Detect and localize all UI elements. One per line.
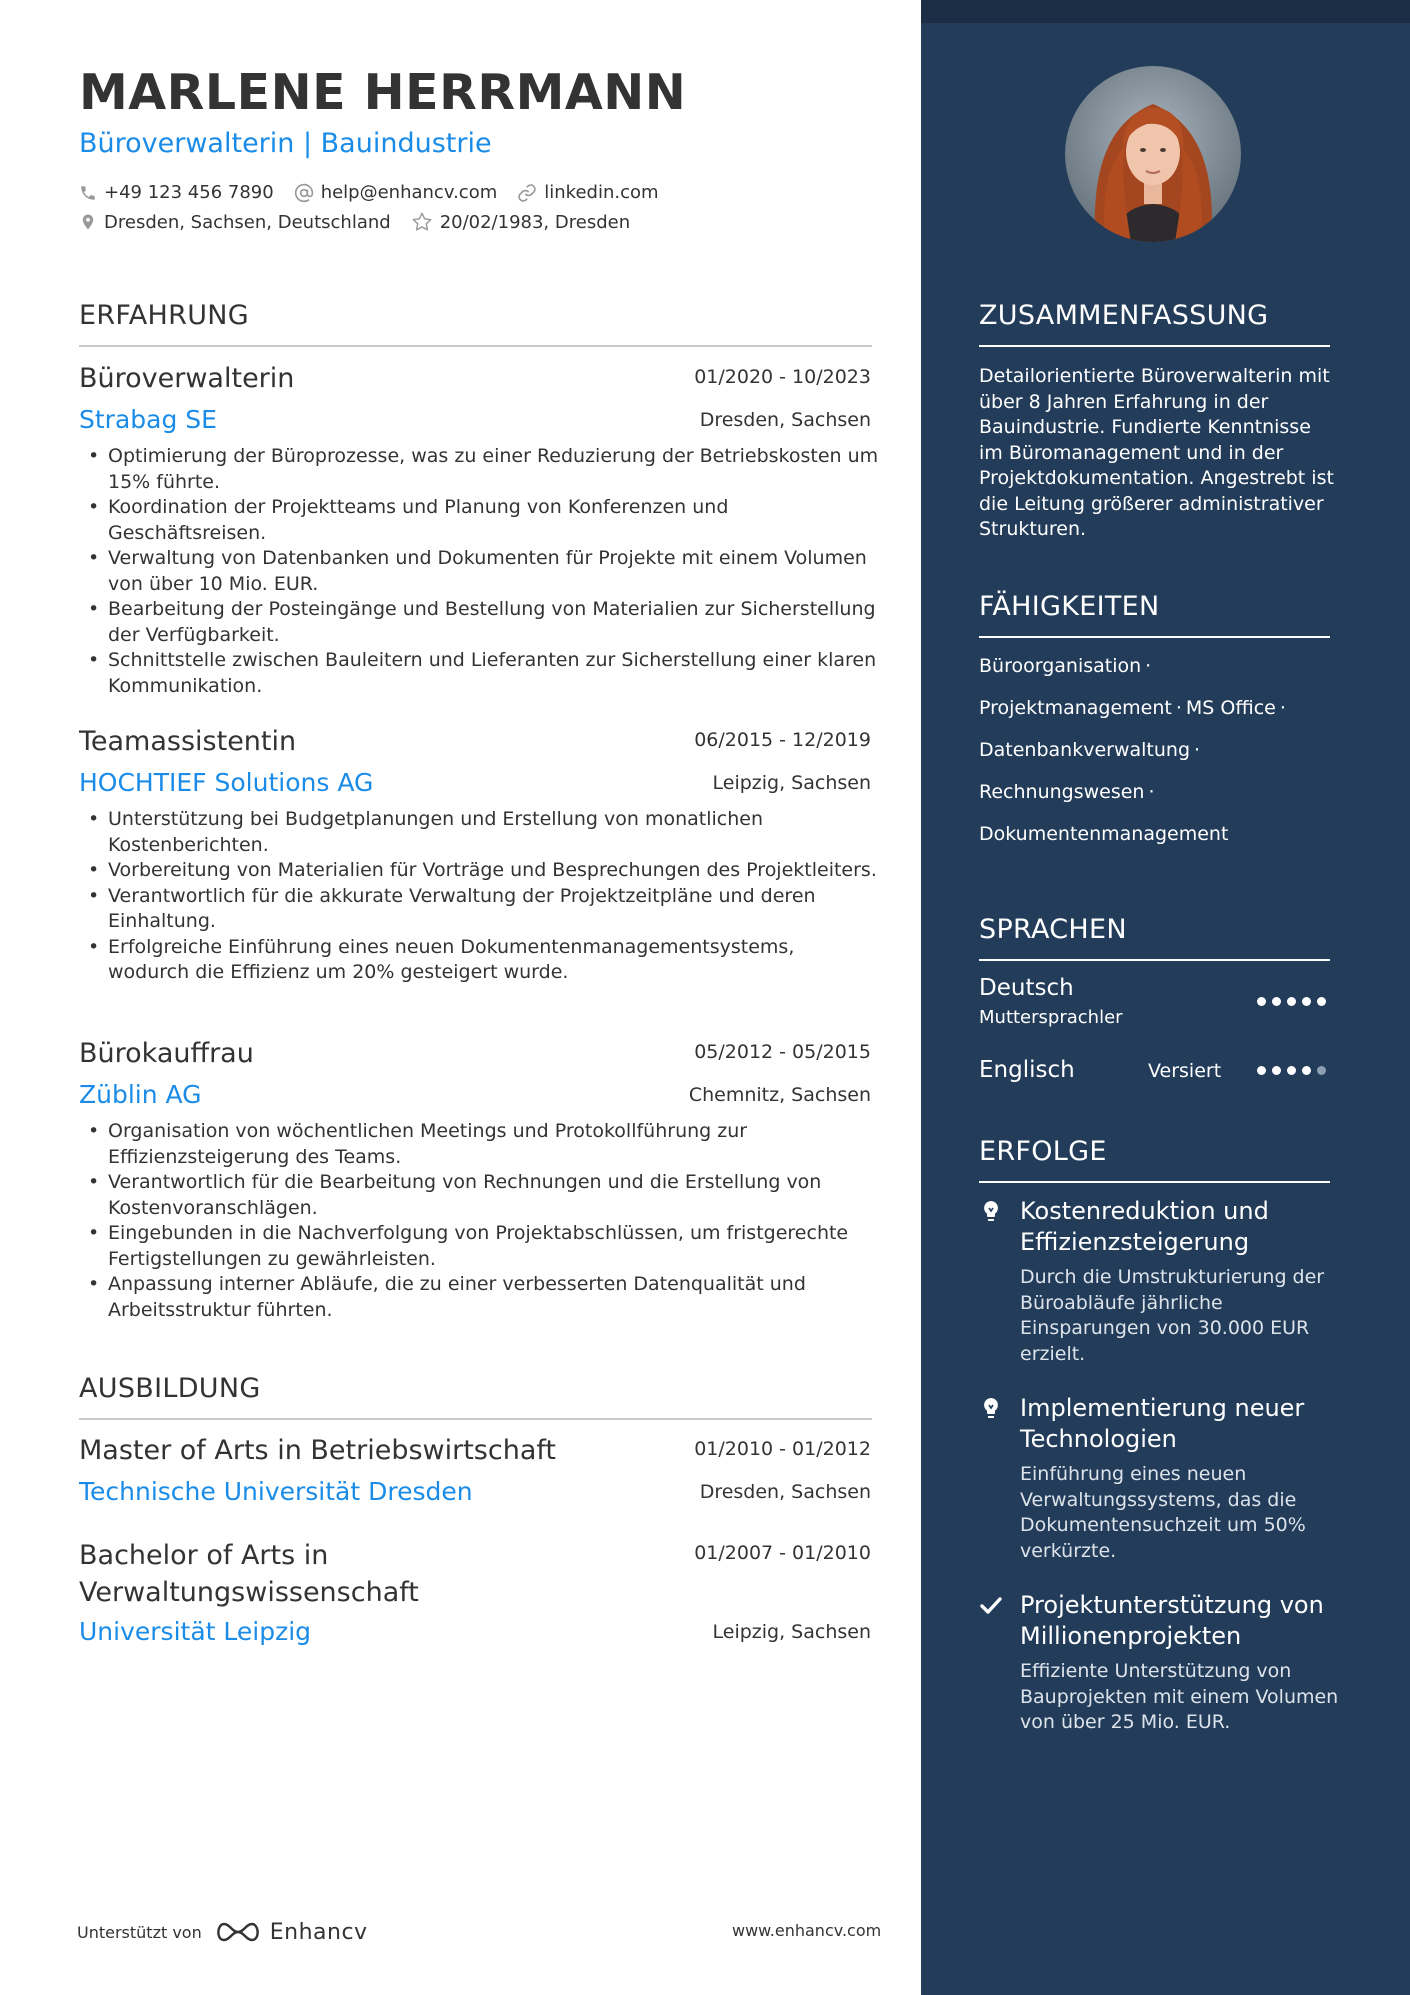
language-name: Englisch <box>979 1057 1075 1083</box>
lightbulb-icon <box>979 1396 1003 1420</box>
achievement-description: Effiziente Unterstützung von Bauprojekten mit einem Volumen von über 25 Mio. EUR. <box>1020 1660 1339 1733</box>
avatar <box>1065 66 1241 242</box>
rating-dot-filled <box>1287 997 1296 1006</box>
achievement-title: Projektunterstützung von Millionenprojekten <box>1020 1591 1324 1650</box>
bullet-item: • Optimierung der Büroprozesse, was zu einer Reduzierung der Betriebskosten um 15% führte. <box>79 444 879 495</box>
website-text: linkedin.com <box>544 182 659 203</box>
job-location: Dresden, Sachsen <box>699 409 871 431</box>
rating-dot-filled <box>1272 1066 1281 1075</box>
bullet-item: • Anpassung interner Abläufe, die zu einer verbesserten Datenqualität und Arbeitsstruktur führten. <box>79 1272 879 1323</box>
sidebar-top-bar <box>921 0 1410 23</box>
email-text: help@enhancv.com <box>320 182 498 203</box>
bullet-item: • Unterstützung bei Budgetplanungen und Erstellung von monatlichen Kostenberichten. <box>79 807 879 858</box>
skills-row <box>979 697 1290 719</box>
rating-dot-filled <box>1302 997 1311 1006</box>
education-divider <box>79 1418 872 1420</box>
job-company[interactable]: Züblin AG <box>79 1080 202 1109</box>
achievement-title: Kostenreduktion und Effizienzsteigerung <box>1020 1197 1269 1256</box>
job-location: Leipzig, Sachsen <box>712 772 871 794</box>
achievements-section-title: ERFOLGE <box>979 1136 1107 1167</box>
school-location: Dresden, Sachsen <box>699 1481 871 1503</box>
job-location: Chemnitz, Sachsen <box>688 1084 871 1106</box>
achievement-title: Implementierung neuer Technologien <box>1020 1394 1305 1453</box>
school-location: Leipzig, Sachsen <box>712 1621 871 1643</box>
rating-dot-filled <box>1302 1066 1311 1075</box>
languages-divider <box>979 959 1330 961</box>
bullet-item: • Eingebunden in die Nachverfolgung von Projektabschlüssen, um fristgerechte Fertigstellungen zu gewährleisten. <box>79 1221 879 1272</box>
bullet-item: • Verantwortlich für die akkurate Verwaltung der Projektzeitpläne und deren Einhaltung. <box>79 884 879 935</box>
bullet-item: • Schnittstelle zwischen Bauleitern und Lieferanten zur Sicherstellung einer klaren Kommunikation. <box>79 648 879 699</box>
skill-separator: · <box>1148 781 1155 803</box>
footer-branding <box>77 1919 368 1945</box>
phone-icon <box>79 184 97 202</box>
degree-title: Bachelor of Arts in Verwaltungswissenschaft <box>79 1540 419 1608</box>
bullet-item: • Verantwortlich für die Bearbeitung von Rechnungen und die Erstellung von Kostenvoranschlägen. <box>79 1170 879 1221</box>
job-company[interactable]: Strabag SE <box>79 405 217 434</box>
language-level: Muttersprachler <box>979 1007 1123 1028</box>
rating-dot-filled <box>1287 1066 1296 1075</box>
school-name[interactable]: Technische Universität Dresden <box>79 1477 473 1506</box>
contact-row-1 <box>79 182 679 203</box>
language-name: Deutsch <box>979 975 1074 1001</box>
birth-text: 20/02/1983, Dresden <box>439 211 631 233</box>
bullet-item: • Erfolgreiche Einführung eines neuen Dokumentenmanagementsystems, wodurch die Effizienz um 20% gesteigert wurde. <box>79 935 879 986</box>
degree-title: Master of Arts in Betriebswirtschaft <box>79 1435 556 1466</box>
language-rating <box>1257 997 1332 1006</box>
skill-tag: Büroorganisation <box>979 655 1142 677</box>
rating-dot-filled <box>1317 997 1326 1006</box>
location-text: Dresden, Sachsen, Deutschland <box>104 211 391 233</box>
profile-photo <box>1065 66 1241 242</box>
link-icon <box>517 183 537 203</box>
job-title: Büroverwalterin <box>79 363 295 394</box>
achievement-description: Einführung eines neuen Verwaltungssystems, das die Dokumentensuchzeit um 50% verkürzte. <box>1020 1463 1306 1562</box>
job-bullets <box>79 807 879 986</box>
job-dates: 01/2020 - 10/2023 <box>694 366 871 388</box>
languages-section-title: SPRACHEN <box>979 914 1127 945</box>
language-level: Versiert <box>1148 1060 1222 1082</box>
bullet-item: • Vorbereitung von Materialien für Vorträge und Besprechungen des Projektleiters. <box>79 858 879 884</box>
language-rating <box>1257 1066 1332 1075</box>
job-bullets <box>79 1119 879 1323</box>
contact-website[interactable] <box>517 182 658 203</box>
rating-dot-empty <box>1317 1066 1326 1075</box>
experience-section-title: ERFAHRUNG <box>79 300 249 331</box>
contact-birth <box>411 211 630 233</box>
bullet-item: • Verwaltung von Datenbanken und Dokumenten für Projekte mit einem Volumen von über 10 Mio. EUR. <box>79 546 879 597</box>
checkmark-icon <box>979 1593 1003 1617</box>
degree-dates: 01/2010 - 01/2012 <box>694 1438 871 1460</box>
lightbulb-icon <box>979 1199 1003 1223</box>
enhancv-brand[interactable]: Enhancv <box>269 1919 368 1945</box>
bullet-item: • Bearbeitung der Posteingänge und Bestellung von Materialien zur Sicherstellung der Verfügbarkeit. <box>79 597 879 648</box>
star-icon <box>411 211 433 233</box>
skill-tag: Projektmanagement <box>979 697 1172 719</box>
job-bullets <box>79 444 879 699</box>
skills-row <box>979 781 1159 803</box>
rating-dot-filled <box>1257 1066 1266 1075</box>
skill-separator: · <box>1175 697 1182 719</box>
achievements-divider <box>979 1181 1330 1183</box>
achievement-description: Durch die Umstrukturierung der Büroabläufe jährliche Einsparungen von 30.000 EUR erzielt. <box>1020 1266 1325 1365</box>
footer-url[interactable]: www.enhancv.com <box>732 1921 882 1940</box>
summary-section-title: ZUSAMMENFASSUNG <box>979 300 1269 331</box>
skill-tag: Datenbankverwaltung <box>979 739 1191 761</box>
skill-tag: Dokumentenmanagement <box>979 823 1229 845</box>
skills-section-title: FÄHIGKEITEN <box>979 591 1160 622</box>
education-section-title: AUSBILDUNG <box>79 1373 261 1404</box>
job-dates: 06/2015 - 12/2019 <box>694 729 871 751</box>
skill-separator: · <box>1194 739 1201 761</box>
skill-tag: MS Office <box>1185 697 1276 719</box>
job-title: Teamassistentin <box>79 726 297 757</box>
bullet-item: • Koordination der Projektteams und Planung von Konferenzen und Geschäftsreisen. <box>79 495 879 546</box>
experience-divider <box>79 345 872 347</box>
job-title: Bürokauffrau <box>79 1038 254 1069</box>
bullet-item: • Organisation von wöchentlichen Meetings und Protokollführung zur Effizienzsteigerung des Teams. <box>79 1119 879 1170</box>
skills-row <box>979 655 1155 677</box>
summary-text: Detailorientierte Büroverwalterin mit über 8 Jahren Erfahrung in der Bauindustrie. Fundierte Kenntnisse im Büromanagement und in der Projektdokumentation. Angestrebt ist die Leitung größerer administrativer Strukturen. <box>979 365 1334 540</box>
candidate-headline: Büroverwalterin | Bauindustrie <box>79 128 492 159</box>
at-sign-icon <box>294 183 314 203</box>
skill-separator: · <box>1279 697 1286 719</box>
enhancv-logo-icon <box>214 1919 262 1945</box>
skill-separator: · <box>1145 655 1152 677</box>
candidate-name: MARLENE HERRMANN <box>79 64 687 121</box>
rating-dot-filled <box>1257 997 1266 1006</box>
skills-divider <box>979 636 1330 638</box>
job-dates: 05/2012 - 05/2015 <box>694 1041 871 1063</box>
contact-location <box>79 212 391 233</box>
contact-row-2 <box>79 211 650 233</box>
powered-by-text: Unterstützt von <box>77 1922 202 1942</box>
contact-phone[interactable] <box>79 182 274 203</box>
rating-dot-filled <box>1272 997 1281 1006</box>
summary-divider <box>979 345 1330 347</box>
skill-tag: Rechnungswesen <box>979 781 1145 803</box>
contact-email[interactable] <box>294 182 498 203</box>
phone-text: +49 123 456 7890 <box>104 182 274 203</box>
degree-dates: 01/2007 - 01/2010 <box>694 1542 871 1564</box>
skills-row <box>979 739 1204 761</box>
school-name[interactable]: Universität Leipzig <box>79 1617 312 1646</box>
skills-row <box>979 823 1228 845</box>
location-pin-icon <box>79 212 97 232</box>
job-company[interactable]: HOCHTIEF Solutions AG <box>79 768 374 797</box>
